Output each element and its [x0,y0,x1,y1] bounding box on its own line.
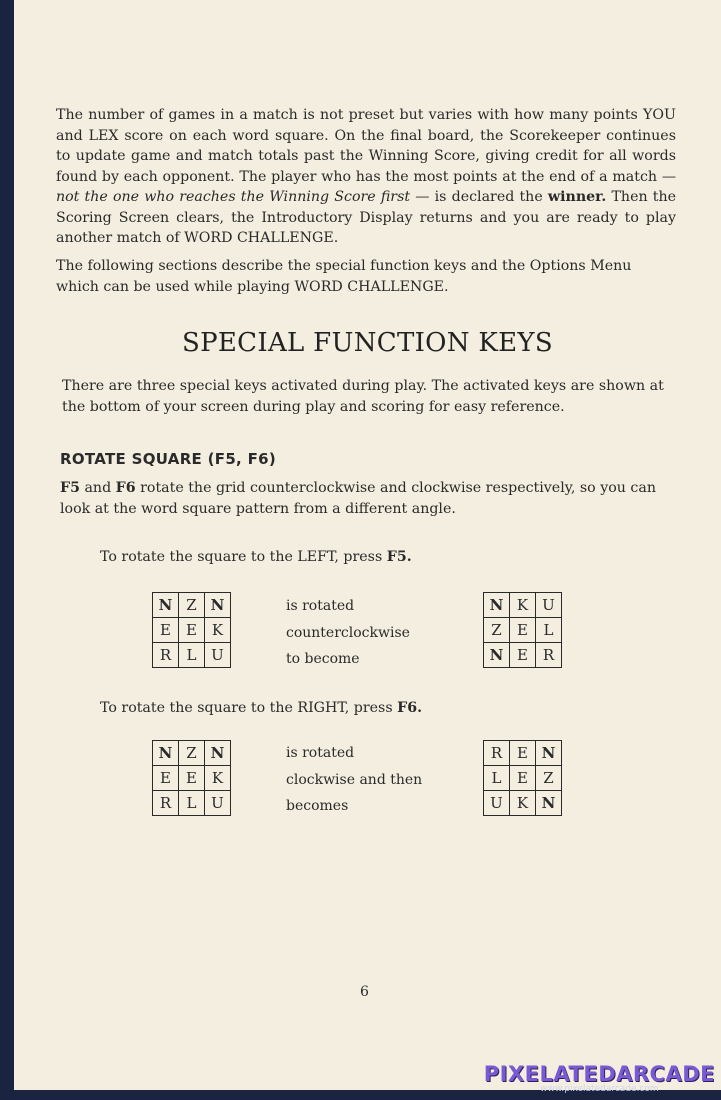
grid-cell: N [536,741,562,766]
grid-cell: R [484,741,510,766]
grid-cell: N [205,593,231,618]
grid-row [484,766,562,791]
right-rotation-description: is rotated clockwise and then becomes [286,745,423,814]
grid-row [153,618,231,643]
grid-row [484,593,562,618]
grid-cell: R [536,643,562,668]
grid-cell: Z [484,618,510,643]
grid-cell: N [484,643,510,668]
page-number: 6 [360,984,369,1000]
watermark-url: www.pixelatedarcade.com [540,1084,659,1094]
emphasis-text: — not the one who reaches the Winning Score first — [56,168,677,205]
grid-cell: K [510,593,536,618]
grid-cell: N [205,741,231,766]
grid-row [484,741,562,766]
grid-cell: E [179,766,205,791]
original-grid-left-example [152,592,231,668]
grid-cell: E [510,766,536,791]
rotate-square-subheading: ROTATE SQUARE (F5, F6) [60,450,277,468]
grid-cell: U [205,643,231,668]
grid-cell: N [153,593,179,618]
manual-page [14,0,721,1090]
grid-row [153,766,231,791]
grid-cell: R [153,791,179,816]
rotate-left-instruction: To rotate the square to the LEFT, press F5. [100,549,412,565]
rotate-right-instruction: To rotate the square to the RIGHT, press F6. [100,700,423,716]
original-grid-right-example [152,740,231,816]
grid-cell: U [205,791,231,816]
f5-key-label: F5 [60,480,80,496]
grid-cell: K [205,618,231,643]
grid-cell: E [153,766,179,791]
grid-cell: N [153,741,179,766]
left-rotation-description: is rotated counterclockwise to become [286,598,410,667]
keys-paragraph: There are three special keys activated during play. The activated keys are shown at the bottom of your screen during play and scoring for easy reference. [62,378,664,415]
grid-row [484,791,562,816]
f6-key-label: F6 [115,480,136,496]
grid-cell: L [536,618,562,643]
rotated-right-grid [483,740,562,816]
grid-row [153,643,231,668]
grid-row [484,618,562,643]
grid-cell: Z [179,593,205,618]
watermark [484,1062,715,1094]
rotate-paragraph: F5 and F6 rotate the grid counterclockwise and clockwise respectively, so you can look at the word square pattern from a different angle. [60,480,656,517]
grid-cell: N [484,593,510,618]
grid-cell: K [510,791,536,816]
grid-cell: E [510,618,536,643]
grid-cell: L [179,643,205,668]
intro-paragraph: The number of games in a match is not preset but varies with how many points YOU and LEX score on each word square. On the final board, the Scorekeeper continues to update game and match totals past the Winning Score, giving credit for all words found by each opponent. The player who has the most points at the end of a match — not the one who reaches the Winning Score first — is declared the winner. Then the Scoring Screen clears, the Introductory Display returns and you are ready to play another match of WORD CHALLENGE. [56,107,677,246]
rotated-left-grid [483,592,562,668]
grid-row [153,791,231,816]
grid-row [153,593,231,618]
sections-paragraph: The following sections describe the special function keys and the Options Menu which can be used while playing WORD CHALLENGE. [56,258,632,295]
grid-cell: L [484,766,510,791]
grid-cell: Z [536,766,562,791]
grid-cell: L [179,791,205,816]
section-heading: SPECIAL FUNCTION KEYS [182,328,553,358]
grid-cell: E [510,643,536,668]
grid-cell: E [179,618,205,643]
grid-cell: U [484,791,510,816]
grid-cell: N [536,791,562,816]
grid-cell: R [153,643,179,668]
grid-cell: E [510,741,536,766]
grid-row [153,741,231,766]
grid-cell: Z [179,741,205,766]
watermark-logo: PIXELATEDARCADE [483,1062,715,1086]
winner-bold: winner. [547,189,607,205]
grid-cell: K [205,766,231,791]
grid-row [484,643,562,668]
grid-cell: E [153,618,179,643]
grid-cell: U [536,593,562,618]
